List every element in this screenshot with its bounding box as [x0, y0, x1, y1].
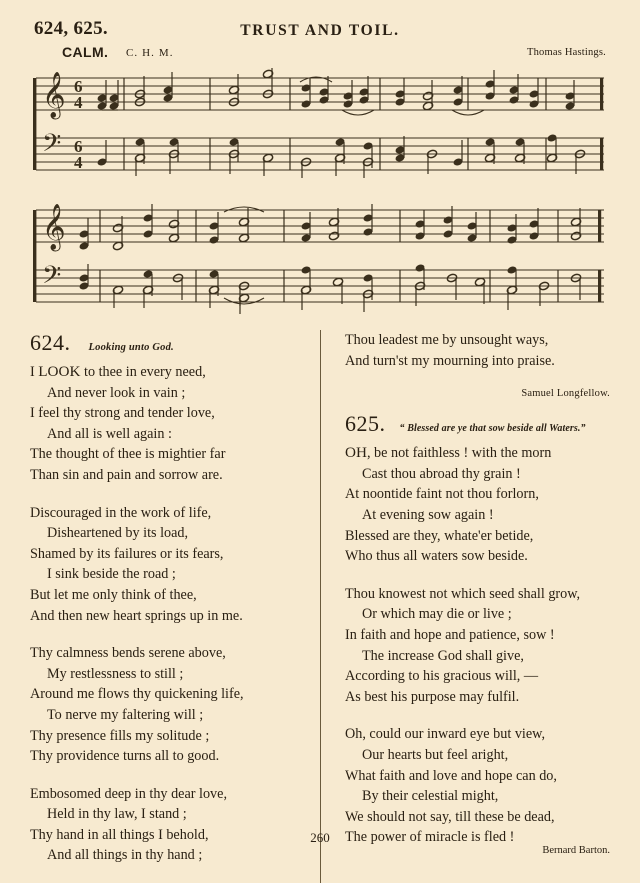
hymn-line: By their celestial might,: [362, 788, 499, 805]
hymn-line: Held in thy law, I stand ;: [47, 806, 187, 823]
hymn-line: Oh, could our inward eye but view,: [345, 726, 546, 743]
stanza: [345, 584, 610, 708]
hymn-line: Shamed by its failures or its fears,: [30, 545, 224, 562]
svg-text:𝄢: 𝄢: [42, 129, 62, 164]
tune-meter: C. H. M.: [126, 47, 174, 59]
hymn-numbers: 624, 625.: [34, 18, 108, 39]
hymn-line: As best his purpose may fulfil.: [345, 688, 520, 705]
hymn-line: To nerve my faltering will ;: [47, 706, 204, 723]
hymn-line: And then new heart springs up in me.: [30, 607, 243, 624]
small-caps-word: LOOK: [38, 363, 81, 380]
stanza-continued: [345, 330, 610, 371]
svg-text:𝄞: 𝄞: [42, 72, 66, 118]
small-caps-word: OH: [345, 444, 367, 462]
tune-name: CALM.: [62, 44, 109, 60]
hymn-625-heading: [345, 411, 610, 441]
svg-text:𝄞: 𝄞: [42, 204, 66, 250]
hymn-line: And turn'st my mourning into praise.: [345, 352, 555, 369]
hymn-line: Disheartened by its load,: [47, 525, 189, 542]
hymn-line: What faith and love and hope can do,: [345, 767, 557, 784]
svg-text:4: 4: [74, 93, 83, 112]
hymn-line: The thought of thee is mightier far: [30, 446, 226, 463]
music-system-1: [28, 66, 612, 184]
hymn-line: Thy hand in all things I behold,: [30, 826, 209, 843]
hymn-line: Thou knowest not which seed shall grow,: [345, 585, 581, 602]
hymn-line: We should not say, till these be dead,: [345, 808, 555, 825]
hymn-line: Around me flows thy quickening life,: [30, 686, 244, 703]
hymn-line: Discouraged in the work of life,: [30, 504, 212, 521]
hymn-line: I feel thy strong and tender love,: [30, 405, 215, 422]
hymn-line: And never look in vain ;: [47, 384, 186, 401]
hymn-line: Who thus all waters sow beside.: [345, 548, 528, 565]
hymn-625-number: 625.: [345, 411, 386, 437]
hymn-624-stanzas: [30, 362, 304, 866]
hymn-line: Than sin and pain and sorrow are.: [30, 466, 223, 483]
page-header: [34, 0, 606, 44]
composer-name: Thomas Hastings.: [526, 47, 606, 58]
stanza: [30, 362, 304, 486]
hymn-line: I sink beside the road ;: [47, 566, 176, 583]
hymn-line: Thy calmness bends serene above,: [30, 645, 226, 662]
hymn-line: Embosomed deep in thy dear love,: [30, 785, 227, 802]
hymn-625-author: Bernard Barton.: [542, 845, 610, 856]
hymn-line: But let me only think of thee,: [30, 586, 197, 603]
svg-text:6: 6: [74, 137, 83, 156]
hymn-line: According to his gracious will, —: [345, 668, 539, 685]
svg-text:𝄢: 𝄢: [42, 261, 62, 296]
svg-text:6: 6: [74, 77, 83, 96]
hymn-624-subtitle: Looking unto God.: [88, 342, 174, 353]
svg-text:4: 4: [74, 153, 83, 172]
hymn-line: Or which may die or live ;: [362, 606, 512, 623]
music-system-2: [28, 198, 612, 316]
stanza: [345, 443, 610, 567]
hymn-line: Blessed are they, whate'er betide,: [345, 527, 534, 544]
hymn-line: I LOOK to thee in every need,: [30, 363, 206, 380]
hymn-line: The power of miracle is fled !: [345, 829, 515, 846]
stanza: [30, 503, 304, 627]
hymn-columns: [30, 330, 610, 883]
hymn-624-author: Samuel Longfellow.: [521, 388, 610, 400]
hymn-line: At noontide faint not thou forlorn,: [345, 486, 539, 503]
hymn-line: At evening sow again !: [362, 506, 494, 523]
hymn-line: And all is well again :: [47, 425, 172, 442]
music-notation: [28, 66, 612, 316]
hymn-line: Cast thou abroad thy grain !: [362, 465, 521, 482]
hymn-line: Thy presence fills my solitude ;: [30, 727, 210, 744]
hymn-624-number: 624.: [30, 330, 71, 355]
hymn-line: My restlessness to still ;: [47, 665, 184, 682]
hymn-625-subtitle: “ Blessed are ye that sow beside all Waters.”: [399, 423, 586, 435]
tune-header: [34, 44, 606, 64]
hymn-line: And all things in thy hand ;: [47, 847, 203, 864]
column-right: [320, 330, 610, 883]
hymn-line: Our hearts but feel aright,: [362, 746, 509, 763]
hymn-line: OH, be not faithless ! with the morn: [345, 444, 552, 462]
column-left: [30, 330, 320, 883]
hymn-line: In faith and hope and patience, sow !: [345, 626, 555, 643]
hymn-line: Thou leadest me by unsought ways,: [345, 332, 549, 348]
hymn-624-continued: [345, 330, 610, 371]
hymn-625-stanzas: [345, 443, 610, 848]
page-number: 260: [310, 830, 330, 845]
hymn-624-heading: [30, 330, 304, 360]
stanza: [30, 784, 304, 866]
stanza: [30, 643, 304, 767]
hymn-line: Thy providence turns all to good.: [30, 748, 220, 765]
page-title: TRUST AND TOIL.: [240, 22, 400, 39]
hymn-line: The increase God shall give,: [362, 647, 524, 664]
